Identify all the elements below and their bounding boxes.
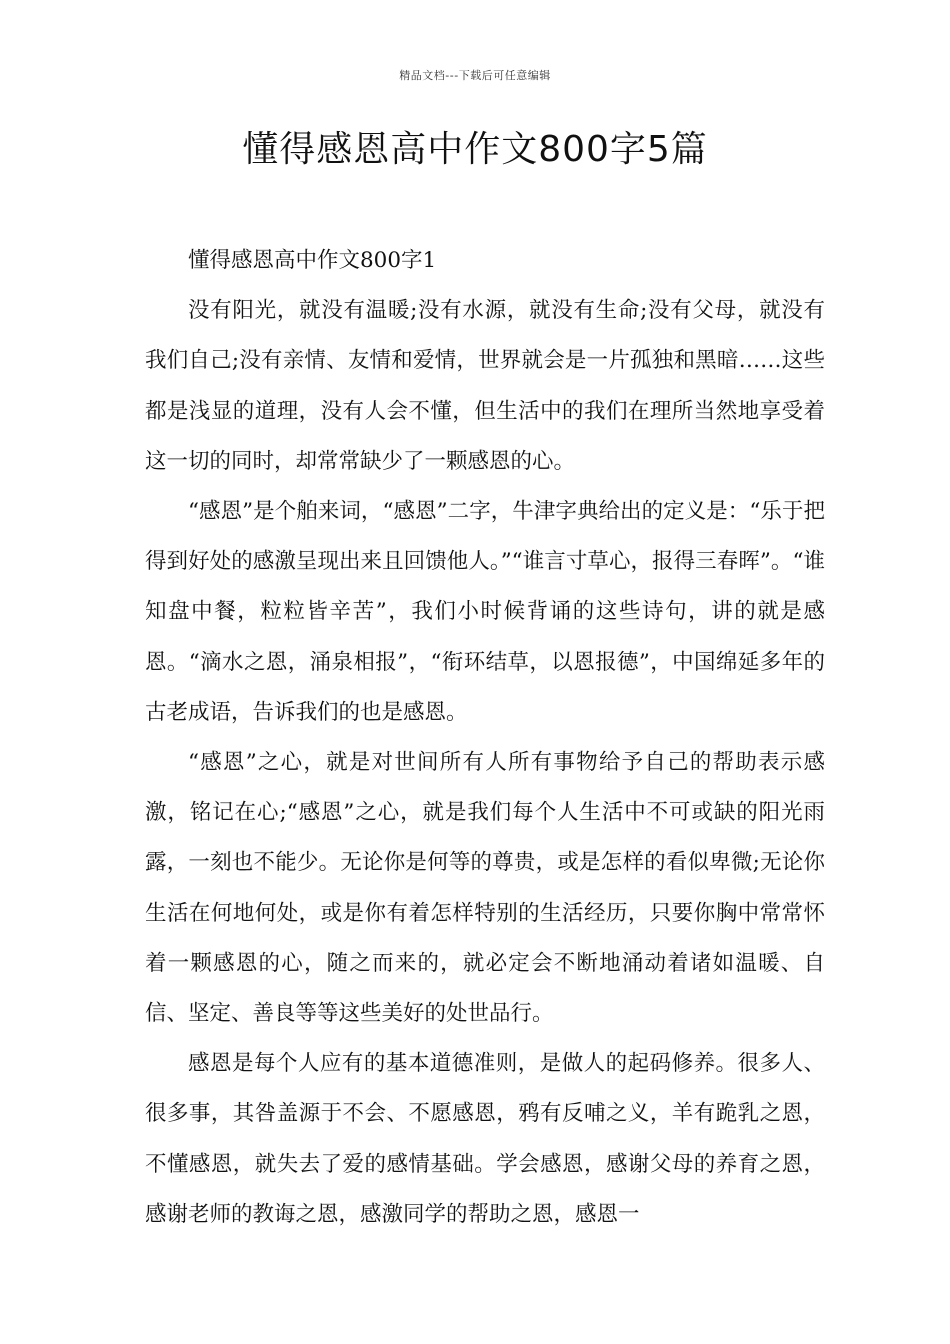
- paragraph-3: “感恩”之心，就是对世间所有人所有事物给予自己的帮助表示感激，铭记在心;“感恩”之心，就是我们每个人生活中不可或缺的阳光雨露，一刻也不能少。无论你是何等的尊贵，或是怎样的看似卑微;无论你生活在何地何处，或是你有着怎样特别的生活经历，只要你胸中常常怀着一颗感恩的心，随之而来的，就必定会不断地涌动着诸如温暖、自信、坚定、善良等等这些美好的处世品行。: [145, 750, 825, 1027]
- paragraph-4: 感恩是每个人应有的基本道德准则，是做人的起码修养。很多人、很多事，其咎盖源于不会、不愿感恩，鸦有反哺之义，羊有跪乳之恩，不懂感恩，就失去了爱的感情基础。学会感恩，感谢父母的养育之恩，感谢老师的教诲之恩，感激同学的帮助之恩，感恩一: [145, 1051, 825, 1227]
- paragraph-2: “感恩”是个舶来词，“感恩”二字，牛津字典给出的定义是：“乐于把得到好处的感激呈现出来且回馈他人。”“谁言寸草心，报得三春晖”。“谁知盘中餐，粒粒皆辛苦”，我们小时候背诵的这些诗句，讲的就是感恩。“滴水之恩，涌泉相报”，“衔环结草，以恩报德”，中国绵延多年的古老成语，告诉我们的也是感恩。: [145, 499, 825, 725]
- paragraph-1: 没有阳光，就没有温暖;没有水源，就没有生命;没有父母，就没有我们自己;没有亲情、友情和爱情，世界就会是一片孤独和黑暗……这些都是浅显的道理，没有人会不懂，但生活中的我们在理所当然地享受着这一切的同时，却常常缺少了一颗感恩的心。: [145, 298, 825, 474]
- document-body: [145, 236, 825, 1240]
- section-subheading: 懂得感恩高中作文800字1: [188, 248, 437, 273]
- header-note: 精品文档---下载后可任意编辑: [399, 69, 551, 82]
- document-title: 懂得感恩高中作文800字5篇: [242, 129, 708, 170]
